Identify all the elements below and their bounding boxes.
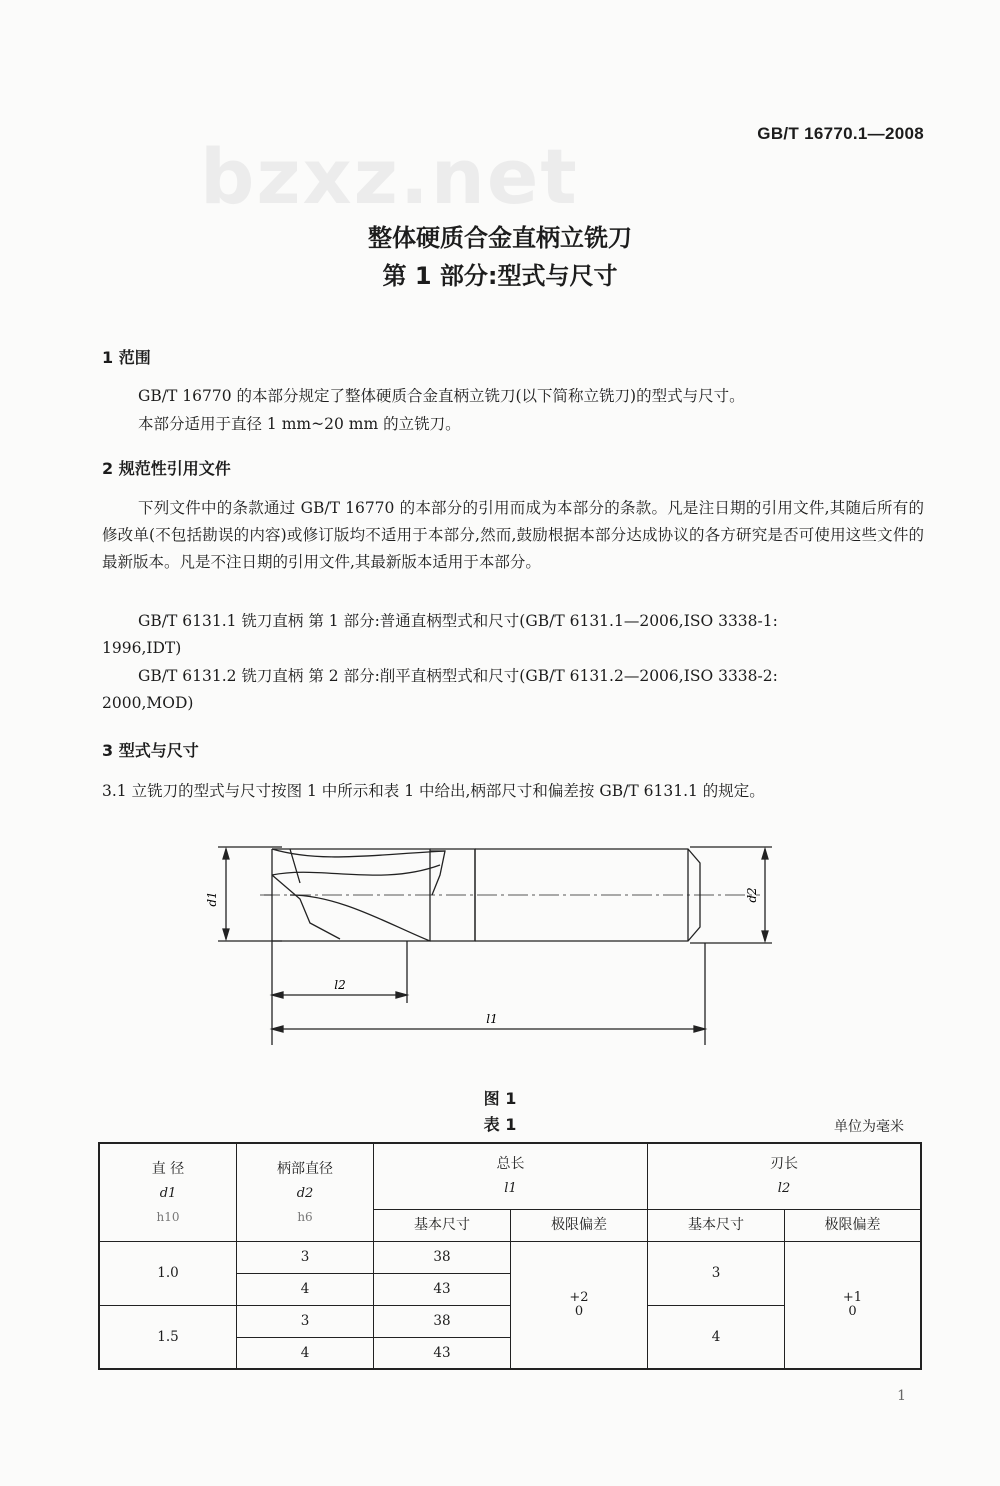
header-diameter: 直 径 d1 h10 <box>99 1143 237 1241</box>
cell-d2-row3: 3 <box>237 1305 374 1337</box>
reference-2-line1: GB/T 6131.2 铣刀直柄 第 2 部分:削平直柄型式和尺寸(GB/T 6131.2—2006,ISO 3338-2: <box>138 667 778 685</box>
watermark: bzxz.net <box>200 132 579 221</box>
section-2-para: 下列文件中的条款通过 GB/T 16770 的本部分的引用而成为本部分的条款。凡是注日期的引用文件,其随后所有的修改单(不包括勘误的内容)或修订版均不适用于本部分,然而,鼓励根据本部分达成协议的各方研究是否可使用这些文件的最新版本。凡是不注日期的引用文件,其最新版本适用于本部分。 <box>102 499 924 571</box>
page-number: 1 <box>897 1388 906 1404</box>
end-mill-drawing <box>200 835 790 1050</box>
cell-d2-row4: 4 <box>237 1337 374 1369</box>
cell-l1-row2: 43 <box>374 1273 511 1305</box>
dimension-table <box>98 1142 922 1370</box>
cell-l1-row3: 38 <box>374 1305 511 1337</box>
dim-d2: d2 <box>745 887 759 903</box>
cell-l1-row4: 43 <box>374 1337 511 1369</box>
dim-l1: l1 <box>486 1012 498 1026</box>
figure-caption: 图 1 <box>483 1089 517 1108</box>
cell-l2-group2: 4 <box>648 1305 785 1369</box>
section-1-heading: 1 范围 <box>102 348 151 367</box>
section-3-para: 3.1 立铣刀的型式与尺寸按图 1 中所示和表 1 中给出,柄部尺寸和偏差按 GB/T 6131.1 的规定。 <box>102 782 765 800</box>
reference-1-line1: GB/T 6131.1 铣刀直柄 第 1 部分:普通直柄型式和尺寸(GB/T 6131.1—2006,ISO 3338-1: <box>138 612 778 630</box>
cell-d2-row2: 4 <box>237 1273 374 1305</box>
reference-1-line2: 1996,IDT) <box>102 639 182 657</box>
cell-d1-row1: 1.0 <box>99 1241 237 1305</box>
header-l2-basic: 基本尺寸 <box>648 1209 785 1241</box>
standard-number: GB/T 16770.1—2008 <box>757 124 924 143</box>
cell-l1-deviation: +2 0 <box>511 1241 648 1369</box>
header-shank-diameter: 柄部直径 d2 h6 <box>237 1143 374 1241</box>
header-total-length: 总长 l1 <box>374 1143 648 1209</box>
doc-title-line2: 第 1 部分:型式与尺寸 <box>382 262 618 290</box>
cell-l2-deviation: +1 0 <box>785 1241 922 1369</box>
doc-title-line1: 整体硬质合金直柄立铣刀 <box>368 224 632 252</box>
dim-l2: l2 <box>334 978 346 992</box>
header-l2-limit: 极限偏差 <box>785 1209 922 1241</box>
cell-l2-group1: 3 <box>648 1241 785 1305</box>
section-3-heading: 3 型式与尺寸 <box>102 741 199 760</box>
cell-l1-row1: 38 <box>374 1241 511 1273</box>
header-l1-limit: 极限偏差 <box>511 1209 648 1241</box>
table-caption: 表 1 <box>483 1115 517 1134</box>
dim-d1: d1 <box>205 891 219 907</box>
section-1-para-1: GB/T 16770 的本部分规定了整体硬质合金直柄立铣刀(以下简称立铣刀)的型式与尺寸。 <box>138 387 745 405</box>
header-l1-basic: 基本尺寸 <box>374 1209 511 1241</box>
cell-d2-row1: 3 <box>237 1241 374 1273</box>
reference-1 <box>102 608 924 662</box>
reference-2 <box>102 663 924 717</box>
section-1-para-2: 本部分适用于直径 1 mm~20 mm 的立铣刀。 <box>138 415 461 433</box>
reference-2-line2: 2000,MOD) <box>102 694 194 712</box>
header-cutting-length: 刃长 l2 <box>648 1143 922 1209</box>
cell-d1-row3: 1.5 <box>99 1305 237 1369</box>
section-2-heading: 2 规范性引用文件 <box>102 459 231 478</box>
table-unit: 单位为毫米 <box>834 1119 904 1135</box>
